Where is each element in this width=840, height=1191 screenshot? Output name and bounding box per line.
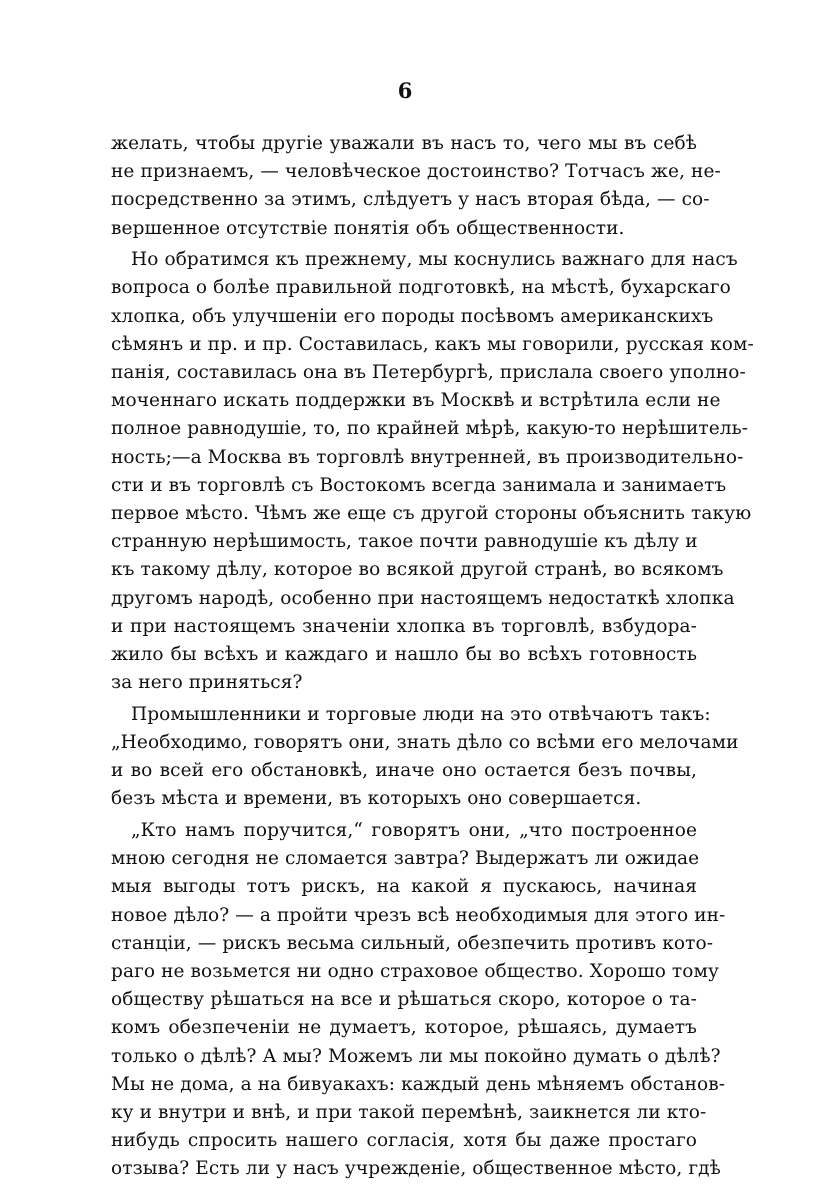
text-line: мною сегодня не сломается завтра? Выдержатъ ли ожидае — [111, 848, 700, 869]
text-line: Промышленники и торговые люди на это отвѣчаютъ такъ: — [131, 704, 711, 725]
text-line: станціи, — рискъ весьма сильный, обезпечить противъ кото- — [111, 933, 714, 954]
text-line: жило бы всѣхъ и каждаго и нашло бы во всѣхъ готовность — [111, 644, 697, 665]
text-line: ность;—а Москва въ торговлѣ внутренней, въ производительно- — [111, 447, 744, 468]
text-line: и во всей его обстановкѣ, иначе оно остается безъ почвы, — [111, 760, 697, 781]
text-line: не признаемъ, — человѣческое достоинство? Тотчасъ же, не- — [111, 161, 721, 182]
text-line: странную нерѣшимость, такое почти равнодушіе къ дѣлу и — [111, 531, 698, 552]
text-line: комъ обезпеченіи не думаетъ, которое, рѣшаясь, думаетъ — [111, 1017, 697, 1038]
text-line: за него приняться? — [111, 672, 303, 693]
text-line: и при настоящемъ значеніи хлопка въ торговлѣ, взбудора- — [111, 616, 697, 637]
text-line: обществу рѣшаться на все и рѣшаться скоро, которое о та- — [111, 989, 697, 1010]
text-line: вопроса о болѣе правильной подготовкѣ, на мѣстѣ, бухарскаго — [111, 277, 731, 298]
text-line: сѣмянъ и пр. и пр. Составилась, какъ мы говорили, русская ком- — [111, 334, 754, 355]
page-number: 6 — [397, 78, 413, 103]
text-line: первое мѣсто. Чѣмъ же еще съ другой стороны объяснить такую — [111, 503, 752, 524]
text-line: мыя выгоды тотъ рискъ, на какой я пускаюсь, начиная — [111, 876, 697, 897]
text-line: хлопка, объ улучшеніи его породы посѣвомъ американскихъ — [111, 306, 714, 327]
text-line: посредственно за этимъ, слѣдуетъ у насъ вторая бѣда, — со- — [111, 189, 710, 210]
text-line: моченнаго искать поддержки въ Москвѣ и встрѣтила если не — [111, 390, 721, 411]
text-line: вершенное отсутствіе понятія объ общественности. — [111, 218, 625, 239]
text-line: сти и въ торговлѣ съ Востокомъ всегда занимала и занимаетъ — [111, 475, 727, 496]
text-line: ку и внутри и внѣ, и при такой перемѣнѣ, заикнется ли кто- — [111, 1102, 707, 1123]
text-line: „Необходимо, говорятъ они, знать дѣло со всѣми его мелочами — [111, 732, 739, 753]
text-line: отзыва? Есть ли у насъ учрежденіе, общественное мѣсто, гдѣ — [111, 1158, 721, 1179]
text-line: другомъ народѣ, особенно при настоящемъ недостаткѣ хлопка — [111, 588, 735, 609]
text-line: безъ мѣста и времени, въ которыхъ оно совершается. — [111, 788, 642, 809]
text-line: Мы не дома, а на бивуакахъ: каждый день мѣняемъ обстанов- — [111, 1074, 726, 1095]
text-line: новое дѣло? — а пройти чрезъ всѣ необходимыя для этого ин- — [111, 905, 726, 926]
text-line: желать, чтобы другіе уважали въ насъ то, чего мы въ себѣ — [111, 133, 697, 154]
text-line: „Кто намъ поручится,“ говорятъ они, „что построенное — [131, 820, 697, 841]
text-line: нибудь спросить нашего согласія, хотя бы даже простаго — [111, 1130, 697, 1151]
text-line: раго не возьмется ни одно страховое общество. Хорошо тому — [111, 961, 719, 982]
text-line: полное равнодушіе, то, по крайней мѣрѣ, какую-то нерѣшитель- — [111, 418, 749, 439]
text-line: только о дѣлѣ? А мы? Можемъ ли мы покойно думать о дѣлѣ? — [111, 1046, 721, 1067]
text-line: къ такому дѣлу, которое во всякой другой странѣ, во всякомъ — [111, 559, 724, 580]
text-line: Но обратимся къ прежнему, мы коснулись важнаго для насъ — [131, 249, 738, 270]
text-line: панія, составилась она въ Петербургѣ, прислала своего уполно- — [111, 362, 746, 383]
